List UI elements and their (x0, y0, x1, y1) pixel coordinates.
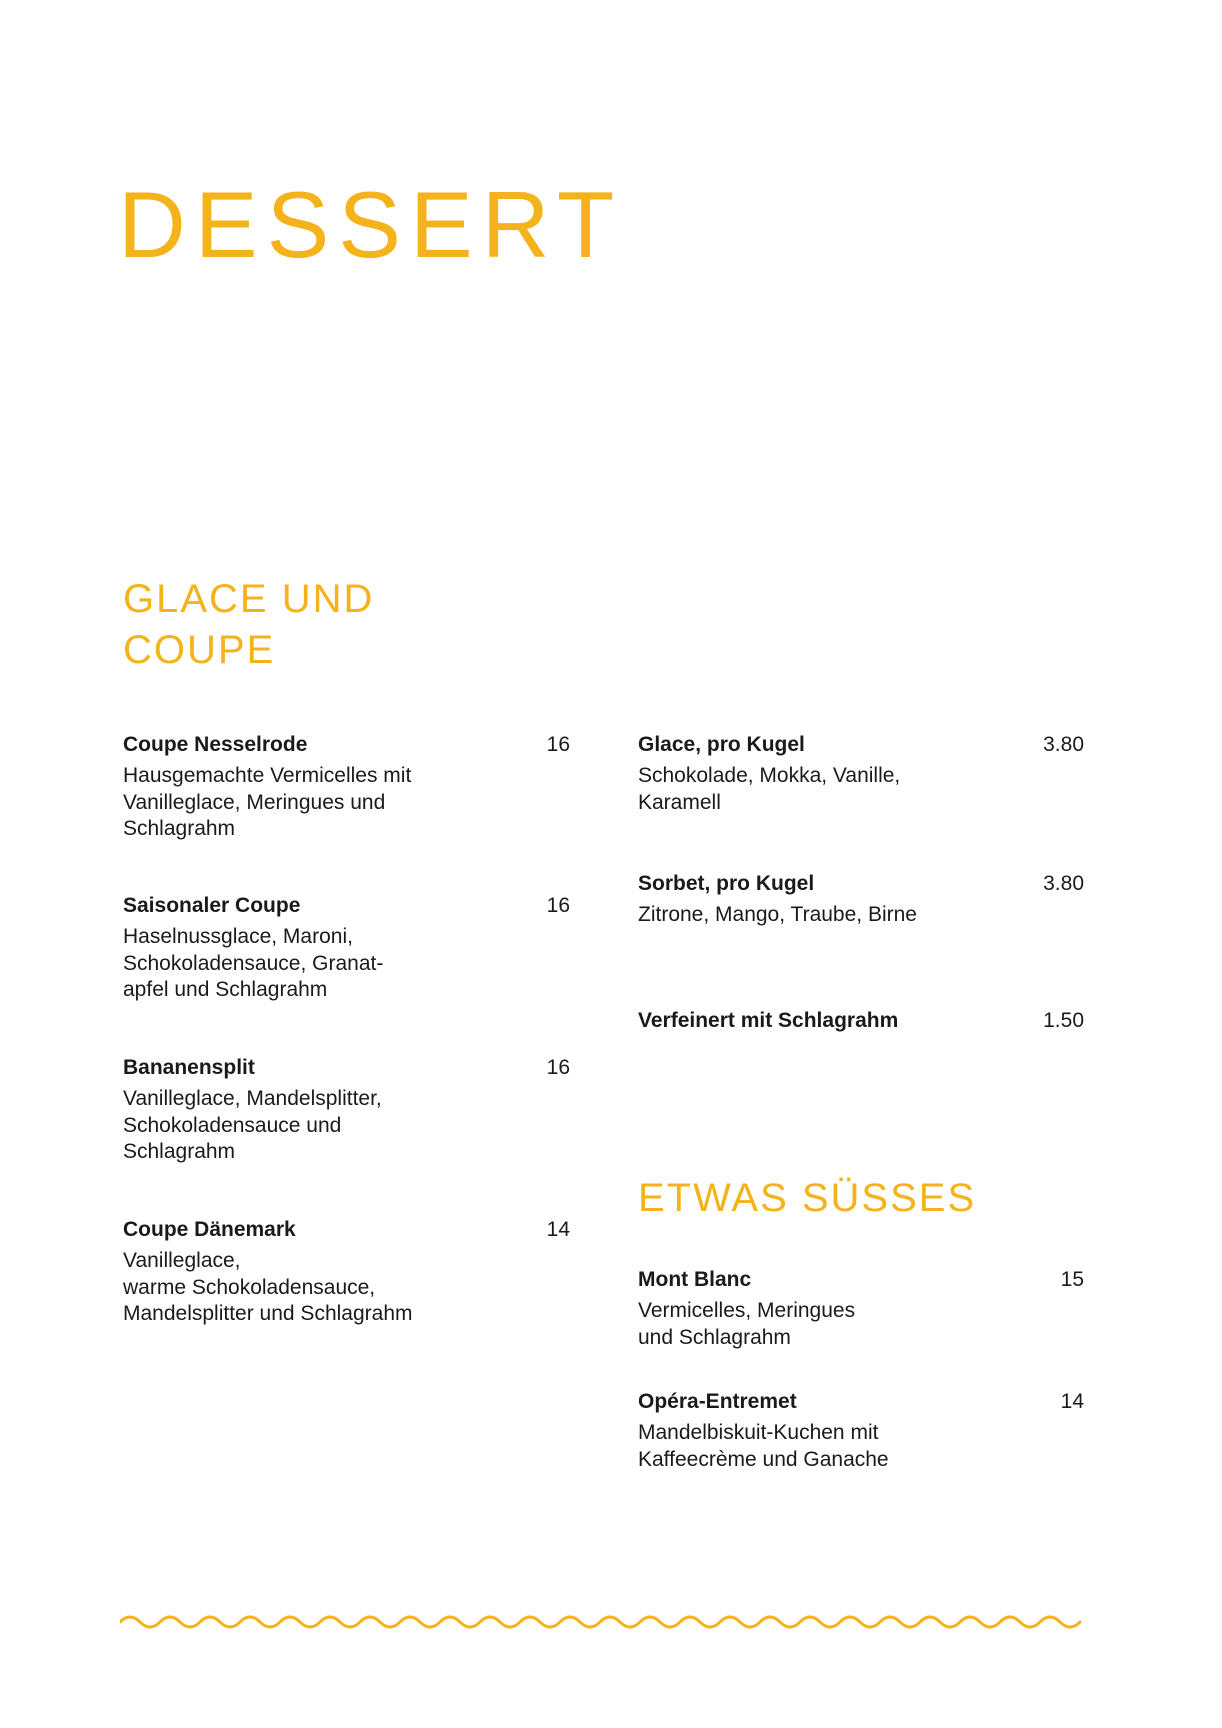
menu-item-saisonaler-coupe (123, 891, 570, 1004)
item-description-line: Vanilleglace, Mandelsplitter, (123, 1087, 382, 1110)
item-description-line: Vanilleglace, Meringues und (123, 790, 386, 814)
item-price: 16 (546, 1056, 570, 1079)
item-name: Sorbet, pro Kugel (638, 872, 815, 895)
item-name: Verfeinert mit Schlagrahm (638, 1009, 899, 1032)
item-price: 15 (1060, 1268, 1084, 1291)
item-description (123, 763, 570, 843)
wave-divider (120, 1612, 1098, 1632)
item-price: 3.80 (1043, 872, 1084, 895)
item-description-line: Kaffeecrème und Ganache (638, 1447, 889, 1471)
menu-item-coupe-nesselrode (123, 730, 570, 843)
section-title-etwas-suesses (638, 1173, 976, 1224)
item-description (123, 924, 570, 1004)
item-description-line: Schokolade, Mokka, Vanille, (638, 764, 901, 787)
item-description-line: apfel und Schlagrahm (123, 978, 328, 1001)
item-name: Coupe Nesselrode (123, 733, 308, 756)
item-description-line: Haselnussglace, Maroni, (123, 925, 353, 948)
item-price: 16 (546, 733, 570, 756)
item-description (638, 1298, 1084, 1351)
item-description-line: Schlagrahm (123, 817, 236, 840)
item-description-line: Mandelbiskuit-Kuchen mit (638, 1421, 879, 1444)
item-price: 14 (1060, 1390, 1084, 1413)
item-description-line: Mandelsplitter und Schlagrahm (123, 1302, 413, 1325)
menu-item-mont-blanc (638, 1265, 1084, 1351)
menu-item-bananensplit (123, 1053, 570, 1166)
wave-divider-line (120, 1617, 1080, 1627)
item-price: 3.80 (1043, 733, 1084, 756)
item-description (123, 1248, 570, 1328)
section-title-glace (123, 574, 374, 676)
item-description-line: Karamell (638, 790, 721, 814)
item-description-line: Zitrone, Mango, Traube, Birne (638, 903, 917, 926)
section-title-line: GLACE UND (123, 577, 375, 621)
item-description-line: Schokoladensauce und (123, 1113, 342, 1137)
item-price: 14 (546, 1218, 570, 1241)
item-description-line: Vanilleglace, (123, 1249, 241, 1272)
item-name: Bananensplit (123, 1056, 255, 1079)
item-name: Opéra-Entremet (638, 1390, 797, 1413)
item-name: Coupe Dänemark (123, 1218, 296, 1241)
menu-item-schlagrahm-extra (638, 1006, 1084, 1036)
item-name: Glace, pro Kugel (638, 733, 805, 756)
section-title-line: COUPE (123, 628, 276, 672)
item-name: Mont Blanc (638, 1268, 752, 1291)
item-price: 1.50 (1043, 1009, 1084, 1032)
item-description (123, 1086, 570, 1166)
page-title: DESSERT (118, 172, 624, 277)
item-description-line: Schokoladensauce, Granat- (123, 951, 384, 975)
menu-item-sorbet-pro-kugel (638, 869, 1084, 929)
item-description-line: und Schlagrahm (638, 1325, 791, 1349)
item-price: 16 (546, 894, 570, 917)
menu-item-coupe-daenemark (123, 1215, 570, 1328)
item-description-line: Schlagrahm (123, 1140, 236, 1163)
section-title-line: ETWAS SÜSSES (638, 1176, 977, 1220)
item-description-line: Vermicelles, Meringues (638, 1299, 856, 1322)
item-description-line: Hausgemachte Vermicelles mit (123, 764, 412, 787)
item-description-line: warme Schokoladensauce, (123, 1275, 376, 1299)
item-description (638, 902, 1084, 929)
menu-item-glace-pro-kugel (638, 730, 1084, 816)
item-description (638, 763, 1084, 816)
menu-item-opera-entremet (638, 1387, 1084, 1473)
item-name: Saisonaler Coupe (123, 894, 301, 917)
item-description (638, 1420, 1084, 1473)
